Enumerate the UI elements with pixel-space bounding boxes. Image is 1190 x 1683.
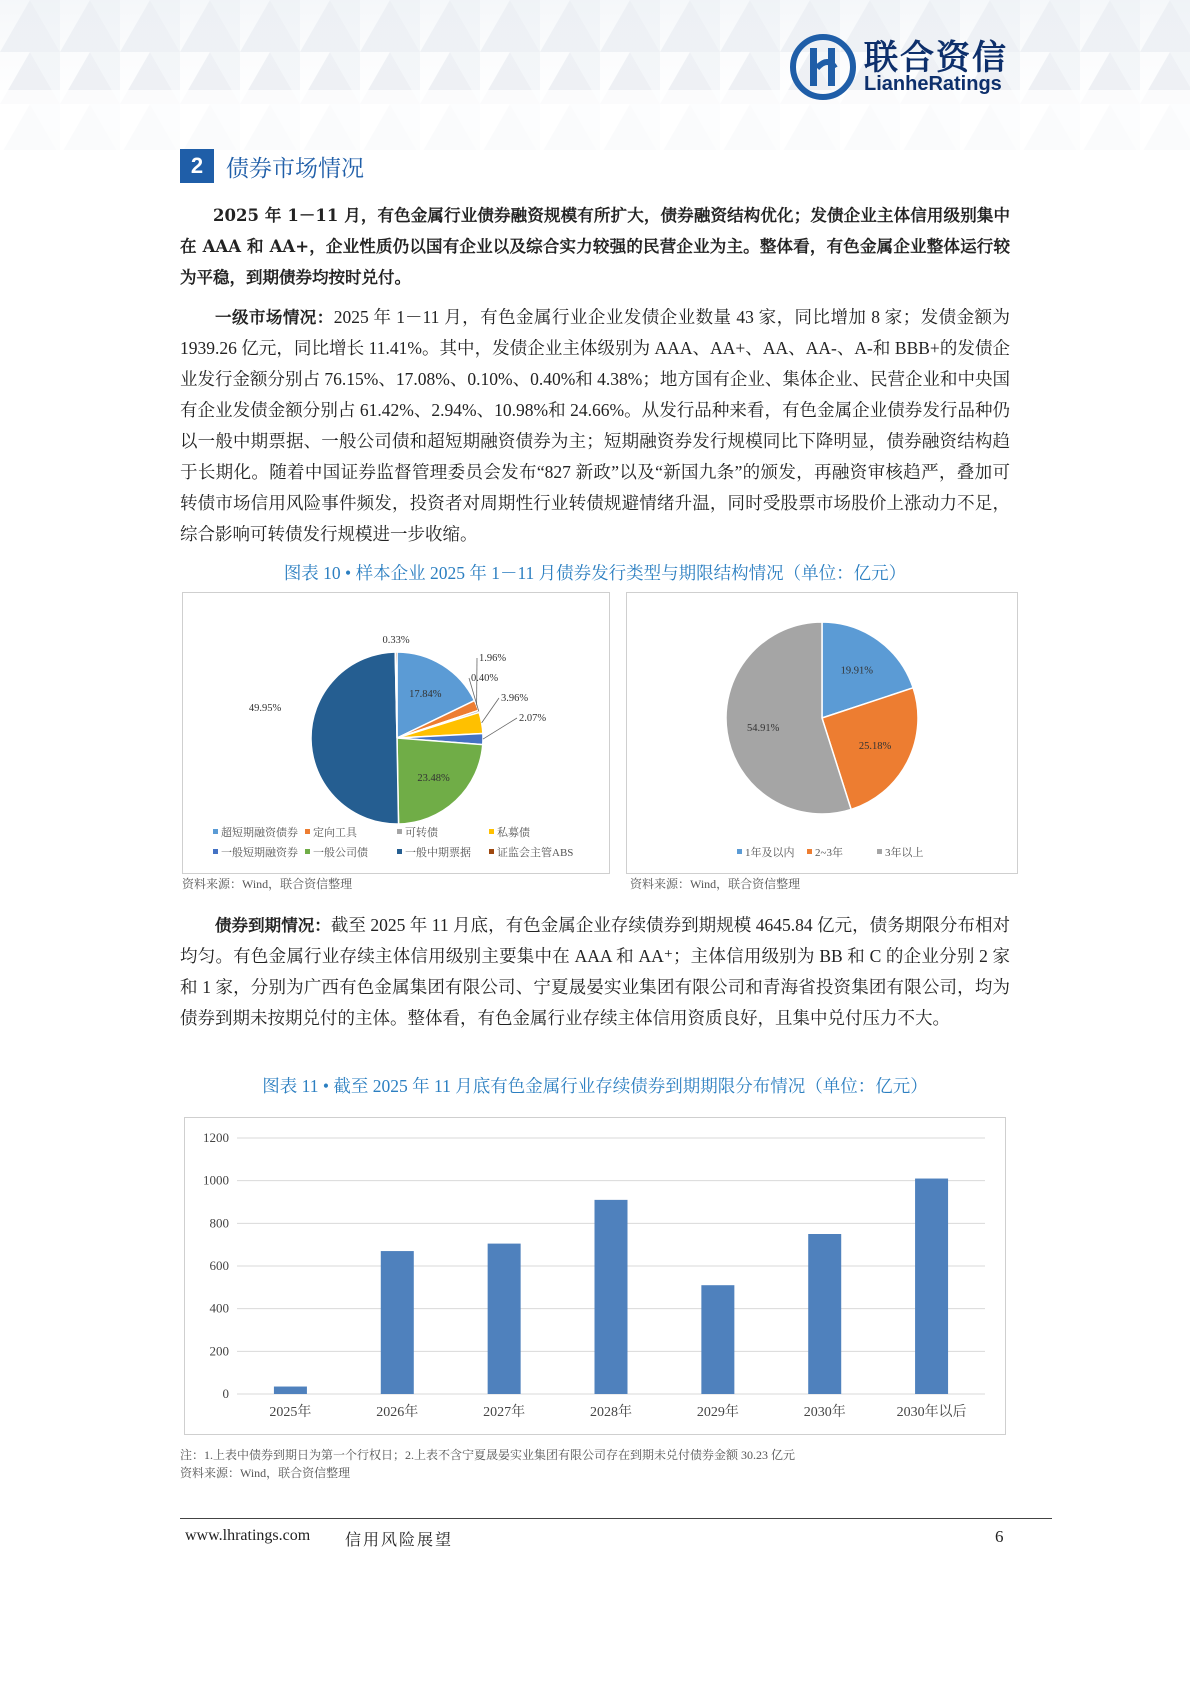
legend-swatch <box>397 829 402 834</box>
y-tick-label: 800 <box>209 1215 229 1231</box>
y-tick-label: 600 <box>209 1258 229 1273</box>
pie-data-label: 54.91% <box>746 723 780 735</box>
pie-data-label: 0.33% <box>382 635 410 646</box>
legend-swatch <box>397 849 402 854</box>
figure10-source-left: 资料来源：Wind，联合资信整理 <box>182 877 353 891</box>
maturity-structure-chart <box>626 592 1018 874</box>
pie-data-label: 0.40% <box>471 673 499 684</box>
legend-label: 2~3年 <box>815 847 843 859</box>
bar-2026年 <box>381 1251 414 1394</box>
figure10-source-right: 资料来源：Wind，联合资信整理 <box>630 877 801 891</box>
figure11-caption: 图表 11 • 截至 2025 年 11 月底有色金属行业存续债券到期期限分布情况（单位：亿元） <box>262 1076 928 1096</box>
y-tick-label: 200 <box>209 1343 229 1359</box>
y-tick-label: 1000 <box>203 1172 229 1188</box>
x-tick-label: 2028年 <box>590 1405 632 1420</box>
section-heading <box>180 146 364 186</box>
bond-maturity-label: 债券到期情况： <box>215 916 331 935</box>
bond-maturity-text: 截至 2025 年 11 月底，有色金属企业存续债券到期规模 4645.84 亿元，债务期限分布相对均匀。有色金属行业存续主体信用级别主要集中在 AAA 和 AA⁺；主体信用级别为 BB 和 C 的企业分别 2 家和 1 家，分别为广西有色金属集团有限公司、宁夏晟晏实业集团有限公司和青海省投资集团有限公司，均为债券到期未按期兑付的主体。整体看，有色金属行业存续主体信用资质良好，且集中兑付压力不大。 <box>180 915 1010 1028</box>
page-number: 6 <box>995 1527 1004 1546</box>
bar-2027年 <box>488 1244 521 1394</box>
maturity-structure-pie <box>627 593 1017 873</box>
legend-label: 一般中期票据 <box>405 847 471 859</box>
x-tick-label: 2025年 <box>269 1405 312 1420</box>
legend-swatch <box>877 849 882 854</box>
legend-label: 一般公司债 <box>313 847 368 859</box>
pie-data-label: 3.96% <box>501 693 529 704</box>
issuance-type-chart <box>182 592 610 874</box>
x-tick-label: 2030年 <box>803 1405 846 1420</box>
footer-publication: 信用风险展望 <box>345 1530 454 1549</box>
legend-swatch <box>737 849 742 854</box>
legend-swatch <box>489 849 494 854</box>
pie-data-label: 2.07% <box>519 713 547 724</box>
bar-2025年 <box>274 1387 307 1394</box>
pie-data-label: 25.18% <box>858 741 892 753</box>
legend-label: 1年及以内 <box>745 847 795 859</box>
legend-label: 超短期融资债券 <box>221 827 298 839</box>
legend-label: 证监会主管ABS <box>497 847 574 859</box>
issuance-type-pie <box>183 593 609 873</box>
footer-website[interactable]: www.lhratings.com <box>185 1527 311 1544</box>
pie-slice <box>311 652 399 824</box>
bar-2030年 <box>808 1234 841 1394</box>
maturity-distribution-bars <box>185 1118 1005 1434</box>
bar-2030年以后 <box>915 1179 948 1394</box>
legend-swatch <box>305 829 310 834</box>
pie-data-label: 49.95% <box>248 703 282 714</box>
y-tick-label: 1200 <box>203 1130 229 1145</box>
figure11-source: 资料来源：Wind，联合资信整理 <box>180 1466 351 1480</box>
pie-leader-line <box>483 718 517 739</box>
x-tick-label: 2030年以后 <box>896 1405 967 1420</box>
legend-label: 私募债 <box>497 827 530 839</box>
legend-label: 3年以上 <box>885 847 924 859</box>
legend-swatch <box>213 849 218 854</box>
bar-2029年 <box>701 1285 734 1394</box>
section-number: 2 <box>180 149 214 183</box>
figure11-note: 注：1.上表中债券到期日为第一个行权日；2.上表不含宁夏晟晏实业集团有限公司存在到期未兑付债券金额 30.23 亿元 <box>180 1448 796 1462</box>
x-tick-label: 2027年 <box>483 1405 526 1420</box>
y-tick-label: 400 <box>209 1300 229 1316</box>
primary-market-paragraph <box>180 302 1010 550</box>
bar-2028年 <box>595 1200 628 1394</box>
legend-label: 定向工具 <box>313 827 357 839</box>
primary-market-label: 一级市场情况： <box>215 308 334 327</box>
legend-swatch <box>807 849 812 854</box>
figure10-caption: 图表 10 • 样本企业 2025 年 1－11 月债券发行类型与期限结构情况（单位：亿元） <box>283 563 907 583</box>
x-tick-label: 2029年 <box>696 1405 739 1420</box>
x-tick-label: 2026年 <box>376 1405 419 1420</box>
brand-name-en: LianheRatings <box>864 73 1002 95</box>
maturity-distribution-chart <box>184 1117 1006 1435</box>
footer-divider <box>180 1518 1052 1519</box>
section-title: 债券市场情况 <box>226 155 364 182</box>
legend-swatch <box>489 829 494 834</box>
brand-logo <box>790 30 1020 100</box>
legend-swatch <box>305 849 310 854</box>
pie-data-label: 1.96% <box>479 653 507 664</box>
primary-market-text: 2025 年 1－11 月，有色金属行业企业发债企业数量 43 家，同比增加 8 家；发债金额为 1939.26 亿元，同比增长 11.41%。其中，发债企业主体级别为 AAA、AA+、AA、AA-、A-和 BBB+的发债企业发行金额分别占 76.15%、17.08%、0.10%、0.40%和 4.38%；地方国有企业、集体企业、民营企业和中央国有企业发债金额分别占 61.42%、2.94%、10.98%和 24.66%。从发行品种来看，有色金属企业债券发行品种仍以一般中期票据、一般公司债和超短期融资债券为主；短期融资券发行规模同比下降明显，债券融资结构趋于长期化。随着中国证券监督管理委员会发布“827 新政”以及“新国九条”的颁发，再融资审核趋严，叠加可转债市场信用风险事件频发，投资者对周期性行业转债规避情绪升温，同时受股票市场股价上涨动力不足，综合影响可转债发行规模进一步收缩。 <box>180 307 1010 544</box>
pie-data-label: 23.48% <box>417 772 450 784</box>
pie-data-label: 19.91% <box>840 665 874 677</box>
bond-maturity-paragraph <box>180 910 1010 1034</box>
brand-name-cn: 联合资信 <box>864 38 1008 78</box>
pie-data-label: 17.84% <box>409 688 442 700</box>
logo-mark-icon <box>790 34 856 100</box>
legend-label: 一般短期融资券 <box>221 847 298 859</box>
pie-leader-line <box>482 698 499 723</box>
legend-label: 可转债 <box>405 827 438 839</box>
summary-paragraph: 2025 年 1－11 月，有色金属行业债券融资规模有所扩大，债券融资结构优化；发债企业主体信用级别集中在 AAA 和 AA+，企业性质仍以国有企业以及综合实力较强的民营企业为主。整体看，有色金属企业整体运行较为平稳，到期债券均按时兑付。 <box>180 206 1010 287</box>
legend-swatch <box>213 829 218 834</box>
y-tick-label: 0 <box>222 1386 229 1401</box>
